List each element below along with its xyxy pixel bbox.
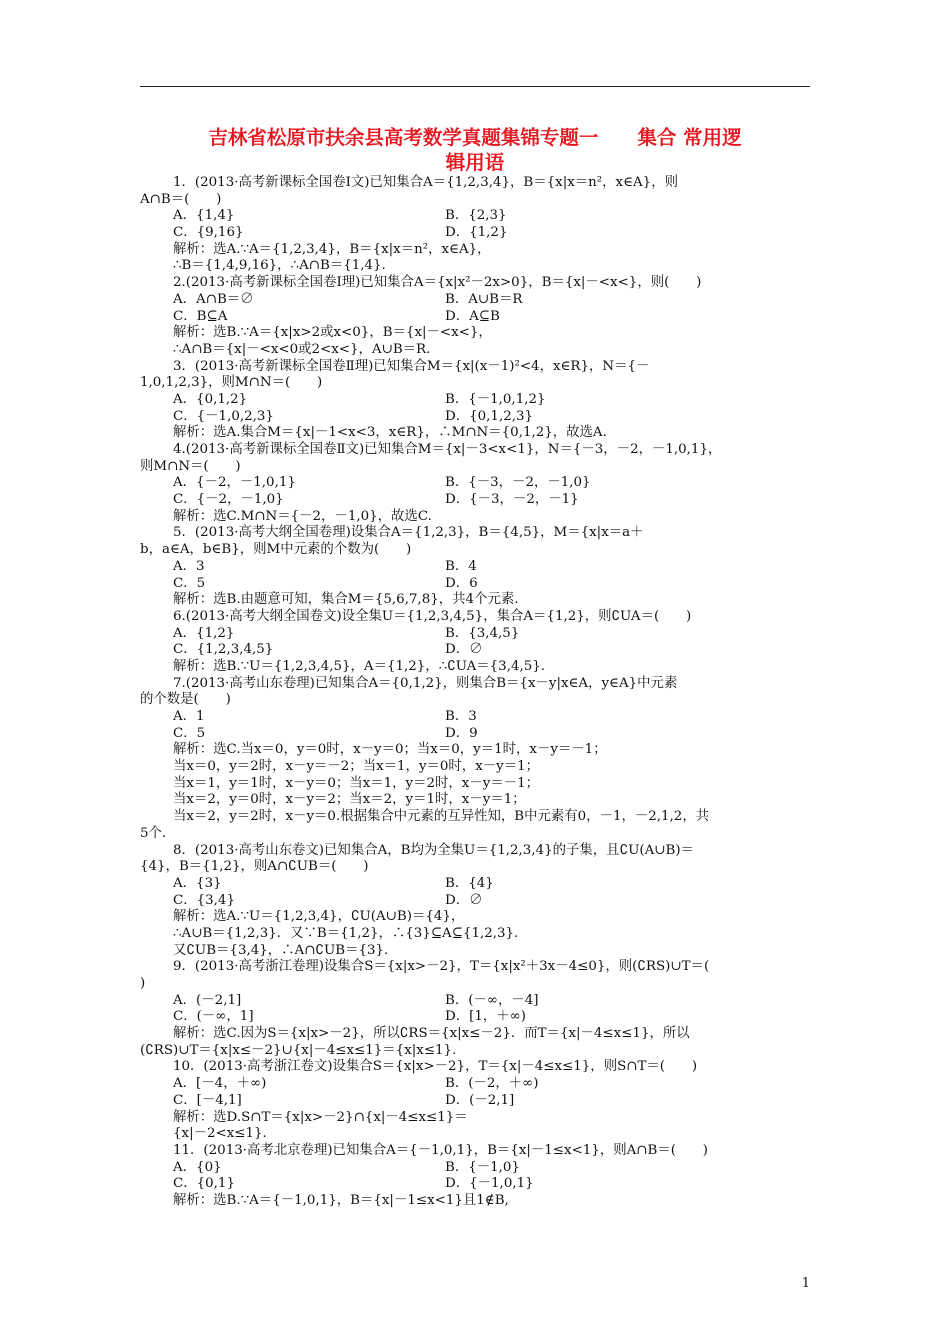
- option-right: D．{－3，－2，－1}: [445, 492, 579, 508]
- option-left: C．{1,2,3,4,5}: [173, 642, 274, 658]
- text-line: 则M∩N＝( ): [140, 458, 241, 474]
- text-line: 解析：选A.∵U＝{1,2,3,4}，∁U(A∪B)＝{4}，: [173, 909, 465, 925]
- option-right: B．{－1,0,1,2}: [445, 391, 546, 407]
- option-row: [140, 1009, 812, 1026]
- text-line: 解析：选C.M∩N＝{－2，－1,0}，故选C.: [173, 508, 432, 524]
- option-row: [140, 709, 812, 726]
- page-number: 1: [801, 1276, 810, 1291]
- text-line: 2.(2013·高考新课标全国卷Ⅰ理)已知集合A＝{x|x²－2x>0}，B＝{x|－<x<}，则( ): [173, 275, 702, 291]
- text-line: 解析：选A.集合M＝{x|－1<x<3，x∈R}，∴M∩N＝{0,1,2}，故选A.: [173, 425, 607, 441]
- option-left: C．(－∞，1]: [173, 1009, 254, 1025]
- option-right: B．{－3，－2，－1,0}: [445, 475, 591, 491]
- option-right: B．3: [445, 709, 477, 724]
- option-right: D．A⊆B: [445, 308, 500, 324]
- option-row: [140, 1093, 812, 1110]
- option-row: [140, 292, 812, 309]
- option-row: [140, 1160, 812, 1177]
- option-left: C．{3,4}: [173, 892, 235, 908]
- option-row: [140, 642, 812, 659]
- option-row: [140, 893, 812, 910]
- document-body: [140, 175, 812, 1210]
- option-left: A．{0}: [173, 1159, 222, 1175]
- text-line: 当x＝2，y＝2时，x－y＝0.根据集合中元素的互异性知，B中元素有0，－1，－2,1,2，共: [173, 809, 710, 825]
- text-line: 解析：选B.由题意可知，集合M＝{5,6,7,8}，共4个元素.: [173, 592, 519, 608]
- text-line: 的个数是( ): [140, 692, 231, 708]
- option-left: A．A∩B＝∅: [173, 291, 254, 307]
- option-row: [140, 993, 812, 1010]
- option-row: [140, 626, 812, 643]
- text-line: 又∁UB＝{3,4}，∴A∩∁UB＝{3}.: [173, 942, 389, 958]
- text-line: 3．(2013·高考新课标全国卷Ⅱ理)已知集合M＝{x|(x－1)²<4，x∈R}，N＝{－: [173, 358, 650, 374]
- option-row: [140, 559, 812, 576]
- option-left: A．{0,1,2}: [173, 391, 248, 407]
- option-right: D．[1，＋∞): [445, 1009, 527, 1025]
- text-line: ∴B＝{1,4,9,16}，∴A∩B＝{1,4}.: [173, 258, 386, 274]
- option-right: D．(－2,1]: [445, 1092, 515, 1108]
- option-left: C．[－4,1]: [173, 1092, 242, 1108]
- text-line: 解析：选C.当x＝0，y＝0时，x－y＝0；当x＝0，y＝1时，x－y＝－1；: [173, 742, 607, 758]
- text-line: A∩B＝( ): [140, 191, 222, 207]
- option-right: D．{1,2}: [445, 225, 508, 241]
- text-line: ∴A∩B＝{x|－<x<0或2<x<}，A∪B＝R.: [173, 341, 431, 357]
- option-row: [140, 208, 812, 225]
- option-left: C．B⊆A: [173, 308, 228, 324]
- header-rule: [140, 86, 810, 87]
- text-line: 4.(2013·高考新课标全国卷Ⅱ文)已知集合M＝{x|－3<x<1}，N＝{－3，－2，－1,0,1}，: [173, 442, 722, 457]
- option-left: A．3: [173, 558, 205, 574]
- text-line: {x|－2<x≤1}.: [173, 1126, 267, 1142]
- text-line: b，a∈A，b∈B}，则M中元素的个数为( ): [140, 542, 412, 558]
- text-line: (∁RS)∪T＝{x|x≤－2}∪{x|－4≤x≤1}＝{x|x≤1}.: [140, 1042, 457, 1058]
- text-line: ): [140, 976, 146, 991]
- option-row: [140, 309, 812, 326]
- option-right: B．{3,4,5}: [445, 625, 520, 641]
- option-right: B．{2,3}: [445, 208, 507, 224]
- text-line: 解析：选A.∵A＝{1,2,3,4}，B＝{x|x＝n²，x∈A}，: [173, 241, 491, 257]
- option-right: D．6: [445, 575, 478, 591]
- text-line: 当x＝2，y＝0时，x－y＝2；当x＝2，y＝1时，x－y＝1；: [173, 792, 526, 808]
- document-title-line-1: 吉林省松原市扶余县高考数学真题集锦专题一 集合 常用逻: [208, 126, 742, 149]
- option-right: D．{－1,0,1}: [445, 1176, 534, 1192]
- option-left: A．1: [173, 709, 205, 724]
- option-left: C．5: [173, 725, 206, 741]
- option-right: D．∅: [445, 892, 483, 908]
- option-left: C．{9,16}: [173, 225, 244, 241]
- text-line: 解析：选B.∵U＝{1,2,3,4,5}，A＝{1,2}，∴∁UA＝{3,4,5}.: [173, 658, 546, 674]
- text-line: 7.(2013·高考山东卷理)已知集合A＝{0,1,2}，则集合B＝{x－y|x∈A，y∈A}中元素: [173, 675, 678, 691]
- text-line: 5．(2013·高考大纲全国卷理)设集合A＝{1,2,3}，B＝{4,5}，M＝{x|x＝a＋: [173, 525, 644, 541]
- option-row: [140, 876, 812, 893]
- option-row: [140, 576, 812, 593]
- option-row: [140, 392, 812, 409]
- option-left: A．(－2,1]: [173, 992, 242, 1008]
- option-left: C．5: [173, 575, 206, 591]
- text-line: 解析：选B.∵A＝{－1,0,1}，B＝{x|－1≤x<1}且1∉B,: [173, 1192, 509, 1208]
- option-right: B．{－1,0}: [445, 1159, 520, 1175]
- text-line: 当x＝1，y＝1时，x－y＝0；当x＝1，y＝2时，x－y＝－1；: [173, 775, 540, 791]
- text-line: 当x＝0，y＝2时，x－y＝－2；当x＝1，y＝0时，x－y＝1；: [173, 759, 540, 775]
- text-line: 解析：选C.因为S＝{x|x>－2}，所以∁RS＝{x|x≤－2}．而T＝{x|－4≤x≤1}，所以: [173, 1026, 690, 1042]
- option-row: [140, 726, 812, 743]
- option-left: C．{－2，－1,0}: [173, 492, 284, 508]
- text-line: 1．(2013·高考新课标全国卷Ⅰ文)已知集合A＝{1,2,3,4}，B＝{x|x＝n²，x∈A}，则: [173, 175, 678, 190]
- text-line: ∴A∪B＝{1,2,3}．又∵B＝{1,2}，∴{3}⊆A⊆{1,2,3}.: [173, 925, 519, 941]
- option-right: B．A∪B＝R: [445, 291, 523, 307]
- text-line: 解析：选B.∵A＝{x|x>2或x<0}，B＝{x|－<x<}，: [173, 325, 492, 341]
- option-right: B．{4}: [445, 875, 494, 891]
- text-line: 10．(2013·高考浙江卷文)设集合S＝{x|x>－2}，T＝{x|－4≤x≤1}，则S∩T＝( ): [173, 1059, 698, 1075]
- option-right: B．(－∞，－4]: [445, 992, 539, 1008]
- option-left: A．{3}: [173, 875, 222, 891]
- text-line: 1,0,1,2,3}，则M∩N＝( ): [140, 375, 323, 391]
- option-row: [140, 225, 812, 242]
- option-left: A．[－4，＋∞): [173, 1076, 267, 1092]
- option-right: D．{0,1,2,3}: [445, 408, 534, 424]
- text-line: 9．(2013·高考浙江卷理)设集合S＝{x|x>－2}，T＝{x|x²＋3x－4≤0}，则(∁RS)∪T＝(: [173, 959, 710, 975]
- option-row: [140, 409, 812, 426]
- option-row: [140, 475, 812, 492]
- text-line: 11．(2013·高考北京卷理)已知集合A＝{－1,0,1}，B＝{x|－1≤x<1}，则A∩B＝( ): [173, 1142, 708, 1158]
- option-right: B．(－2，＋∞): [445, 1076, 539, 1092]
- text-line: 解析：选D.S∩T＝{x|x>－2}∩{x|－4≤x≤1}＝: [173, 1109, 468, 1125]
- option-left: C．{0,1}: [173, 1176, 235, 1192]
- option-left: C．{－1,0,2,3}: [173, 408, 274, 424]
- document-title-line-2: 辑用语: [445, 151, 505, 174]
- text-line: 5个.: [140, 825, 167, 841]
- option-right: B．4: [445, 558, 477, 574]
- text-line: 8．(2013·高考山东卷文)已知集合A，B均为全集U＝{1,2,3,4}的子集，且∁U(A∪B)＝: [173, 842, 694, 858]
- option-right: D．∅: [445, 642, 483, 658]
- option-row: [140, 1076, 812, 1093]
- option-left: A．{1,2}: [173, 625, 235, 641]
- text-line: {4}，B＝{1,2}，则A∩∁UB＝( ): [140, 859, 369, 875]
- option-left: A．{1,4}: [173, 208, 235, 224]
- option-row: [140, 1176, 812, 1193]
- option-row: [140, 492, 812, 509]
- option-left: A．{－2，－1,0,1}: [173, 475, 296, 491]
- text-line: 6.(2013·高考大纲全国卷文)设全集U＝{1,2,3,4,5}，集合A＝{1,2}，则∁UA＝( ): [173, 608, 692, 624]
- option-right: D．9: [445, 725, 478, 741]
